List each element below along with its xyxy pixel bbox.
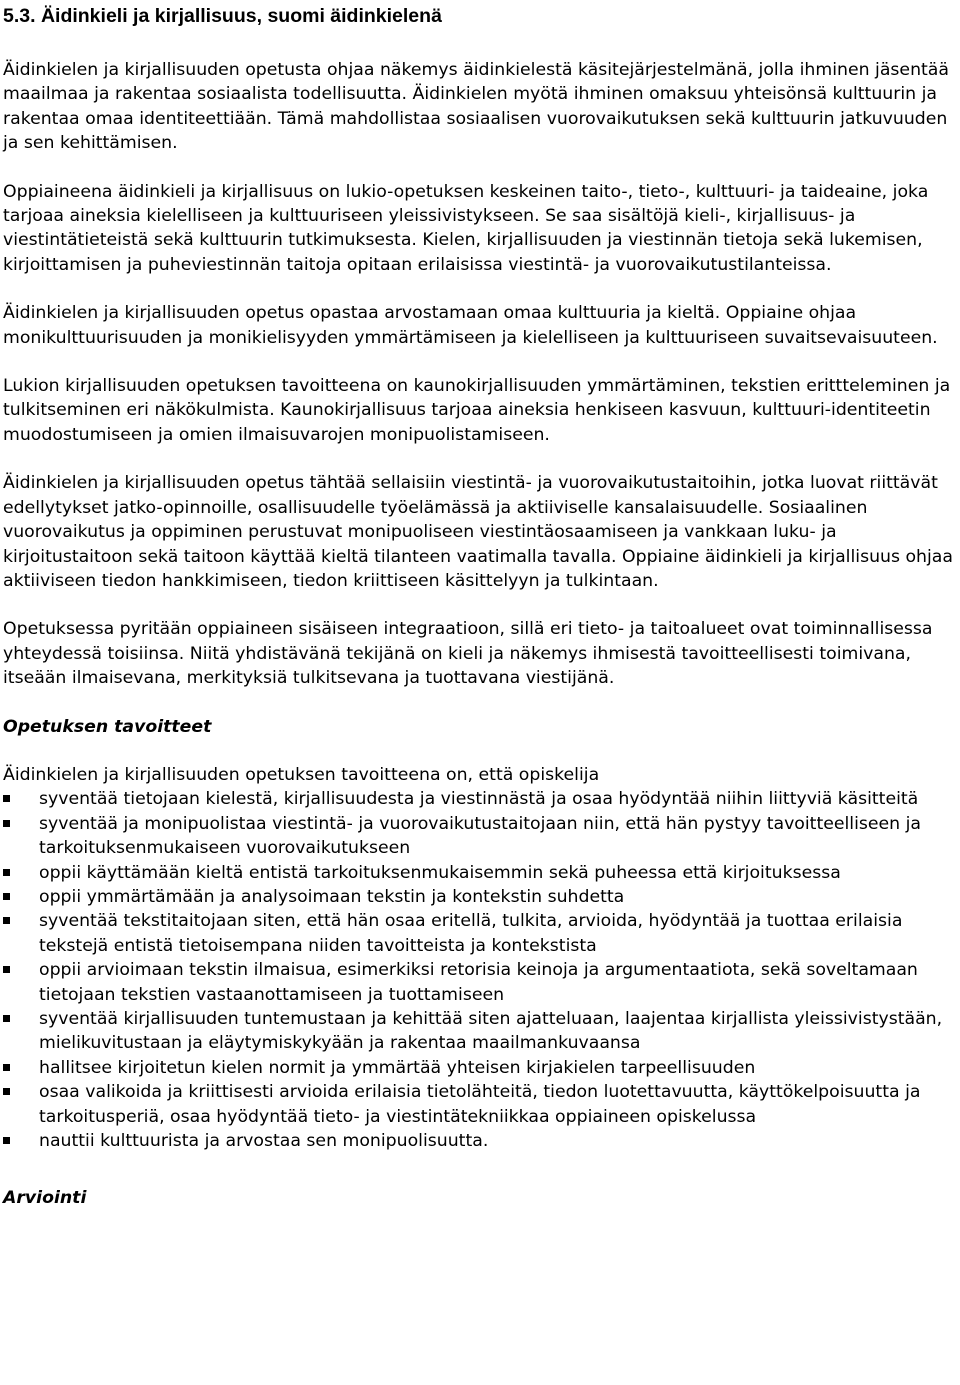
- list-item-text: osaa valikoida ja kriittisesti arvioida erilaisia tietolähteitä, tiedon luotettavuutta, käyttökelpoisuutta ja tarkoitusperiä, osaa hyödyntää tieto- ja viestintätekniikkaa oppiaineen opiskelussa: [39, 1082, 921, 1127]
- square-bullet-icon: [3, 1015, 10, 1022]
- square-bullet-icon: [3, 795, 10, 802]
- paragraph: Lukion kirjallisuuden opetuksen tavoitteena on kaunokirjallisuuden ymmärtäminen, tekstien erittteleminen ja tulkitseminen eri näkökulmista. Kaunokirjallisuus tarjoaa aineksia henkiseen kasvuun, kulttuuri-identiteetin muodostumiseen ja omien ilmaisuvarojen monipuolistamiseen.: [3, 376, 951, 445]
- square-bullet-icon: [3, 869, 10, 876]
- square-bullet-icon: [3, 820, 10, 827]
- list-item: [3, 1007, 958, 1056]
- goals-list: [3, 787, 958, 1153]
- list-item-text: syventää kirjallisuuden tuntemustaan ja kehittää siten ajatteluaan, laajentaa kirjallista yleissivistystään, mielikuvitustaan ja eläytymiskykyään ja rakentaa maailmankuvaansa: [39, 1009, 943, 1054]
- square-bullet-icon: [3, 1088, 10, 1095]
- list-item: [3, 885, 958, 909]
- list-item-text: nauttii kulttuurista ja arvostaa sen monipuolisuutta.: [39, 1131, 489, 1152]
- paragraph: Opetuksessa pyritään oppiaineen sisäiseen integraatioon, sillä eri tieto- ja taitoalueet ovat toiminnallisessa yhteydessä toisiinsa. Niitä yhdistävänä tekijänä on kieli ja näkemys ihmisestä tavoitteellisesti toimivana, itseään ilmaisevana, merkityksiä tulkitsevana ja tuottavana viestijänä.: [3, 619, 933, 689]
- square-bullet-icon: [3, 1137, 10, 1144]
- list-item: [3, 1080, 958, 1129]
- list-item-text: syventää tietojaan kielestä, kirjallisuudesta ja viestinnästä ja osaa hyödyntää niihin liittyviä käsitteitä: [39, 789, 919, 810]
- paragraph: Äidinkielen ja kirjallisuuden opetusta ohjaa näkemys äidinkielestä käsitejärjestelmänä, jolla ihminen jäsentää maailmaa ja rakentaa sosiaalista todellisuutta. Äidinkielen myötä ihminen omaksuu yhteisönsä kulttuurin ja rakentaa omaa identiteettiään. Tämä mahdollistaa sosiaalisen vuorovaikutuksen sekä kulttuurin jatkuvuuden ja sen kehittämisen.: [3, 60, 949, 154]
- list-item-text: syventää ja monipuolistaa viestintä- ja vuorovaikutustaitojaan niin, että hän pystyy tavoitteelliseen ja tarkoituksenmukaiseen vuorovaikutukseen: [39, 813, 921, 859]
- list-item: [3, 958, 958, 1007]
- goals-intro: Äidinkielen ja kirjallisuuden opetuksen tavoitteena on, että opiskelija: [3, 764, 600, 785]
- square-bullet-icon: [3, 966, 10, 973]
- list-item: [3, 787, 958, 811]
- list-item-text: oppii arvioimaan tekstin ilmaisua, esimerkiksi retorisia keinoja ja argumentaatiota, sekä soveltamaan tietojaan tekstien vastaanottamiseen ja tuottamiseen: [39, 960, 918, 1005]
- square-bullet-icon: [3, 917, 10, 924]
- list-item-text: oppii käyttämään kieltä entistä tarkoituksenmukaisemmin sekä puheessa että kirjoituksessa: [39, 862, 841, 883]
- section-title: 5.3. Äidinkieli ja kirjallisuus, suomi äidinkielenä: [3, 5, 442, 27]
- paragraph: Äidinkielen ja kirjallisuuden opetus opastaa arvostamaan omaa kulttuuria ja kieltä. Oppiaine ohjaa monikulttuurisuuden ja monikielisyyden ymmärtämiseen ja kielelliseen ja kulttuuriseen suvaitsevaisuuteen.: [3, 303, 938, 348]
- list-item-text: hallitsee kirjoitetun kielen normit ja ymmärtää yhteisen kirjakielen tarpeellisuuden: [39, 1057, 756, 1078]
- paragraph: Äidinkielen ja kirjallisuuden opetus tähtää sellaisiin viestintä- ja vuorovaikutustaitoihin, jotka luovat riittävät edellytykset jatko-opinnoille, osallisuudelle työelämässä ja aktiiviselle kansalaisuudelle. Sosiaalinen vuorovaikutus ja oppiminen perustuvat monipuoliseen viestintäosaamiseen ja vankkaan luku- ja kirjoitustaitoon sekä taitoon käyttää kieltä tilanteen vaatimalla tavalla. Oppiaine äidinkieli ja kirjallisuus ohjaa aktiiviseen tiedon hankkimiseen, tiedon kriittiseen käsittelyyn ja tulkintaan.: [3, 473, 953, 591]
- square-bullet-icon: [3, 893, 10, 900]
- list-item: [3, 1056, 958, 1080]
- list-item: [3, 909, 958, 958]
- list-item: [3, 1129, 958, 1153]
- list-item: [3, 812, 958, 861]
- goals-heading: Opetuksen tavoitteet: [3, 716, 212, 737]
- square-bullet-icon: [3, 1064, 10, 1071]
- list-item-text: syventää tekstitaitojaan siten, että hän osaa eritellä, tulkita, arvioida, hyödyntää ja tuottaa erilaisia tekstejä entistä tietoisempana niiden tavoitteista ja kontekstista: [39, 911, 903, 956]
- assessment-heading: Arviointi: [3, 1188, 87, 1209]
- document-page: [3, 0, 958, 1211]
- paragraph: Oppiaineena äidinkieli ja kirjallisuus on lukio-opetuksen keskeinen taito-, tieto-, kulttuuri- ja taideaine, joka tarjoaa aineksia kielelliseen ja kulttuuriseen yleissivistykseen. Se saa sisältöjä kieli-, kirjallisuus- ja viestintätieteistä sekä kulttuurin tutkimuksesta. Kielen, kirjallisuuden ja viestinnän tietoja sekä lukemisen, kirjoittamisen ja puheviestinnän taitoja opitaan erilaisissa viestintä- ja vuorovaikutustilanteissa.: [3, 181, 929, 275]
- list-item: [3, 861, 958, 885]
- list-item-text: oppii ymmärtämään ja analysoimaan tekstin ja kontekstin suhdetta: [39, 886, 625, 907]
